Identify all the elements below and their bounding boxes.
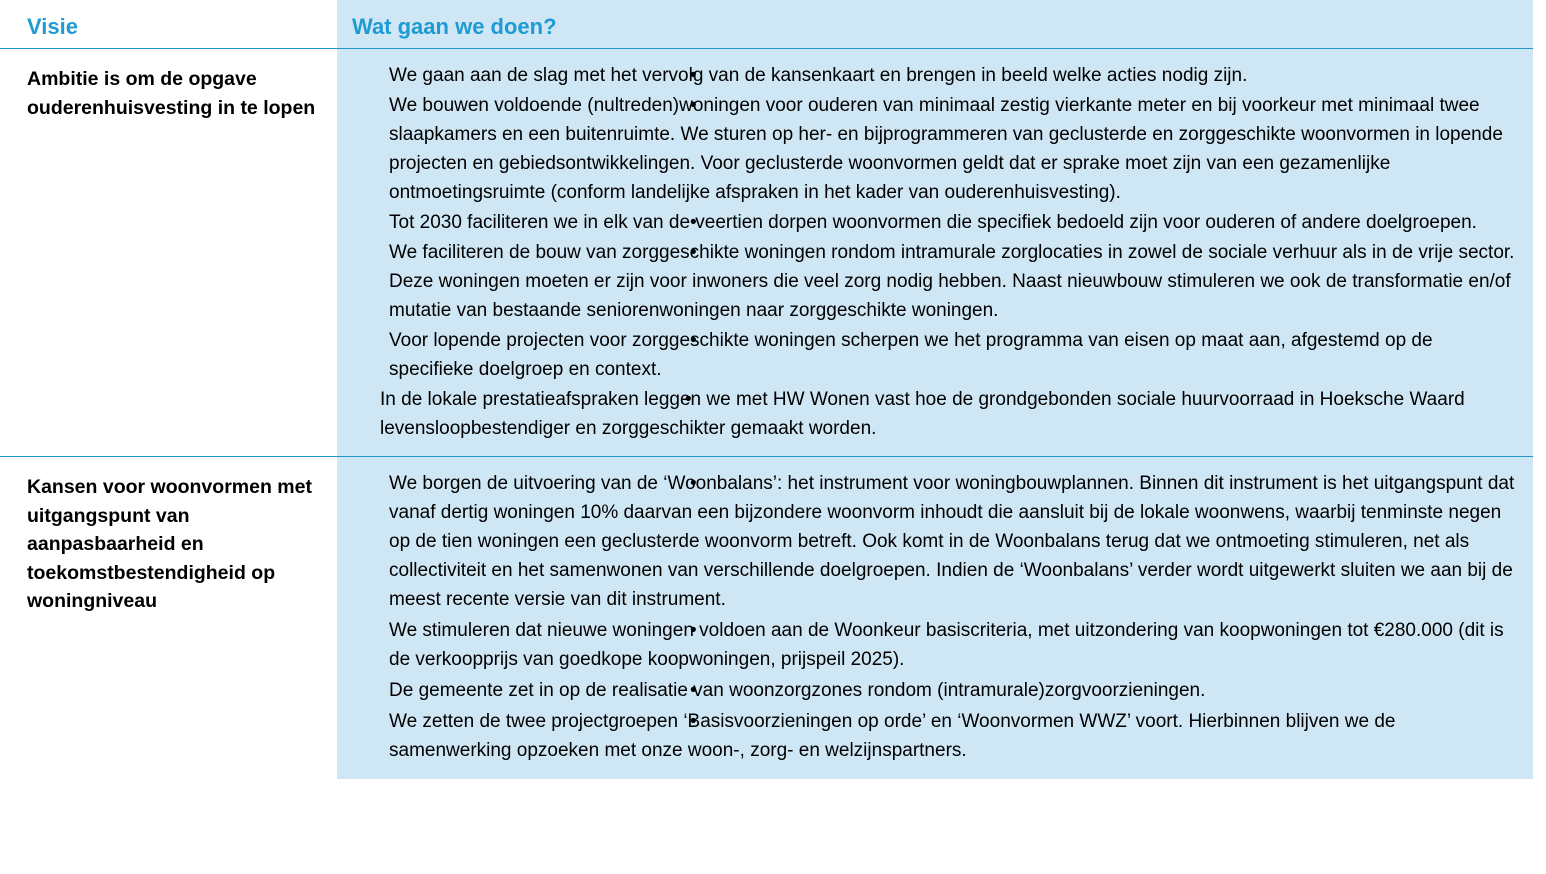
- list-item-text: • Tot 2030 faciliteren we in elk van de veertien dorpen woonvormen die specifiek bedoeld zijn voor ouderen of andere doelgroepen.: [389, 212, 1477, 233]
- list-item-text: • We zetten de twee projectgroepen ‘Basisvoorzieningen op orde’ en ‘Woonvormen WWZ’ voort. Hierbinnen blijven we de samenwerking opzoeken met onze woon-, zorg- en welzijnspartners.: [389, 711, 1396, 761]
- list-item-text: • We borgen de uitvoering van de ‘Woonbalans’: het instrument voor woningbouwplannen. Binnen dit instrument is het uitgangspunt dat vanaf dertig woningen 10% daarvan een bijzondere woonvorm inhoudt die aansluit bij de lokale woonwens, waarbij tenminste negen op de tien woningen een geclusterde woonvorm betreft. Ook komt in de Woonbalans terug dat we ontmoeting stimuleren, net als collectiviteit en het samenwonen van verschillende doelgroepen. Indien de ‘Woonbalans’ verder wordt uitgewerkt sluiten we aan bij de meest recente versie van dit instrument.: [389, 473, 1515, 610]
- list-item: [337, 616, 1519, 674]
- list-item-text: • We bouwen voldoende (nultreden)woningen voor ouderen van minimaal zestig vierkante meter en bij voorkeur met minimaal twee slaapkamers en een buitenruimte. We sturen op her- en bijprogrammeren van geclusterde en zorggeschikte woonvormen in lopende projecten en gebiedsontwikkelingen. Voor geclusterde woonvormen geldt dat er sprake moet zijn van een gezamenlijke ontmoetingsruimte (conform landelijke afspraken in het kader van ouderenhuisvesting).: [389, 95, 1503, 203]
- list-item: [337, 676, 1519, 705]
- list-item-text: • We gaan aan de slag met het vervolg van de kansenkaart en brengen in beeld welke acties nodig zijn.: [389, 65, 1248, 86]
- list-item: [337, 91, 1519, 207]
- vision-title: Ambitie is om de opgave ouderenhuisvesting in te lopen: [27, 68, 316, 119]
- list-item-text: • In de lokale prestatieafspraken leggen we met HW Wonen vast hoe de grondgebonden sociale huurvoorraad in Hoeksche Waard levensloopbestendiger en zorggeschikter gemaakt worden.: [380, 389, 1465, 439]
- row-margin: [1533, 49, 1546, 456]
- header-row-margin: [1533, 0, 1546, 48]
- header-cell-vision: [0, 0, 337, 48]
- actions-cell: [337, 49, 1533, 456]
- actions-list: [337, 469, 1519, 765]
- list-item: [337, 385, 1519, 443]
- list-item: [337, 707, 1519, 765]
- column-header-actions: Wat gaan we doen?: [352, 14, 557, 39]
- table-row: [0, 49, 1546, 456]
- list-item-text: • De gemeente zet in op de realisatie van woonzorgzones rondom (intramurale)zorgvoorzieningen.: [389, 680, 1206, 701]
- list-item: [337, 326, 1519, 384]
- list-item-text: • We faciliteren de bouw van zorggeschikte woningen rondom intramurale zorglocaties in zowel de sociale verhuur als in de vrije sector. Deze woningen moeten er zijn voor inwoners die veel zorg nodig hebben. Naast nieuwbouw stimuleren we ook de transformatie en/of mutatie van bestaande seniorenwoningen naar zorggeschikte woningen.: [389, 242, 1515, 321]
- row-margin: [1533, 457, 1546, 779]
- vision-cell: [0, 457, 337, 779]
- list-item: [337, 61, 1519, 90]
- list-item: [337, 238, 1519, 325]
- list-item: [337, 469, 1519, 614]
- table-header-row: [0, 0, 1546, 48]
- vision-title: Kansen voor woonvormen met uitgangspunt van aanpasbaarheid en toekomstbestendigheid op woningniveau: [27, 476, 312, 612]
- list-item-text: • Voor lopende projecten voor zorggeschikte woningen scherpen we het programma van eisen op maat aan, afgestemd op de specifieke doelgroep en context.: [389, 330, 1433, 380]
- list-item-text: • We stimuleren dat nieuwe woningen voldoen aan de Woonkeur basiscriteria, met uitzondering van koopwoningen tot €280.000 (dit is de verkoopprijs van goedkope koopwoningen, prijspeil 2025).: [389, 620, 1504, 670]
- actions-list: [337, 61, 1519, 443]
- column-header-vision: Visie: [27, 14, 78, 39]
- vision-cell: [0, 49, 337, 456]
- list-item: [337, 208, 1519, 237]
- actions-cell: [337, 457, 1533, 779]
- header-cell-actions: [337, 0, 1533, 48]
- table-row: [0, 457, 1546, 779]
